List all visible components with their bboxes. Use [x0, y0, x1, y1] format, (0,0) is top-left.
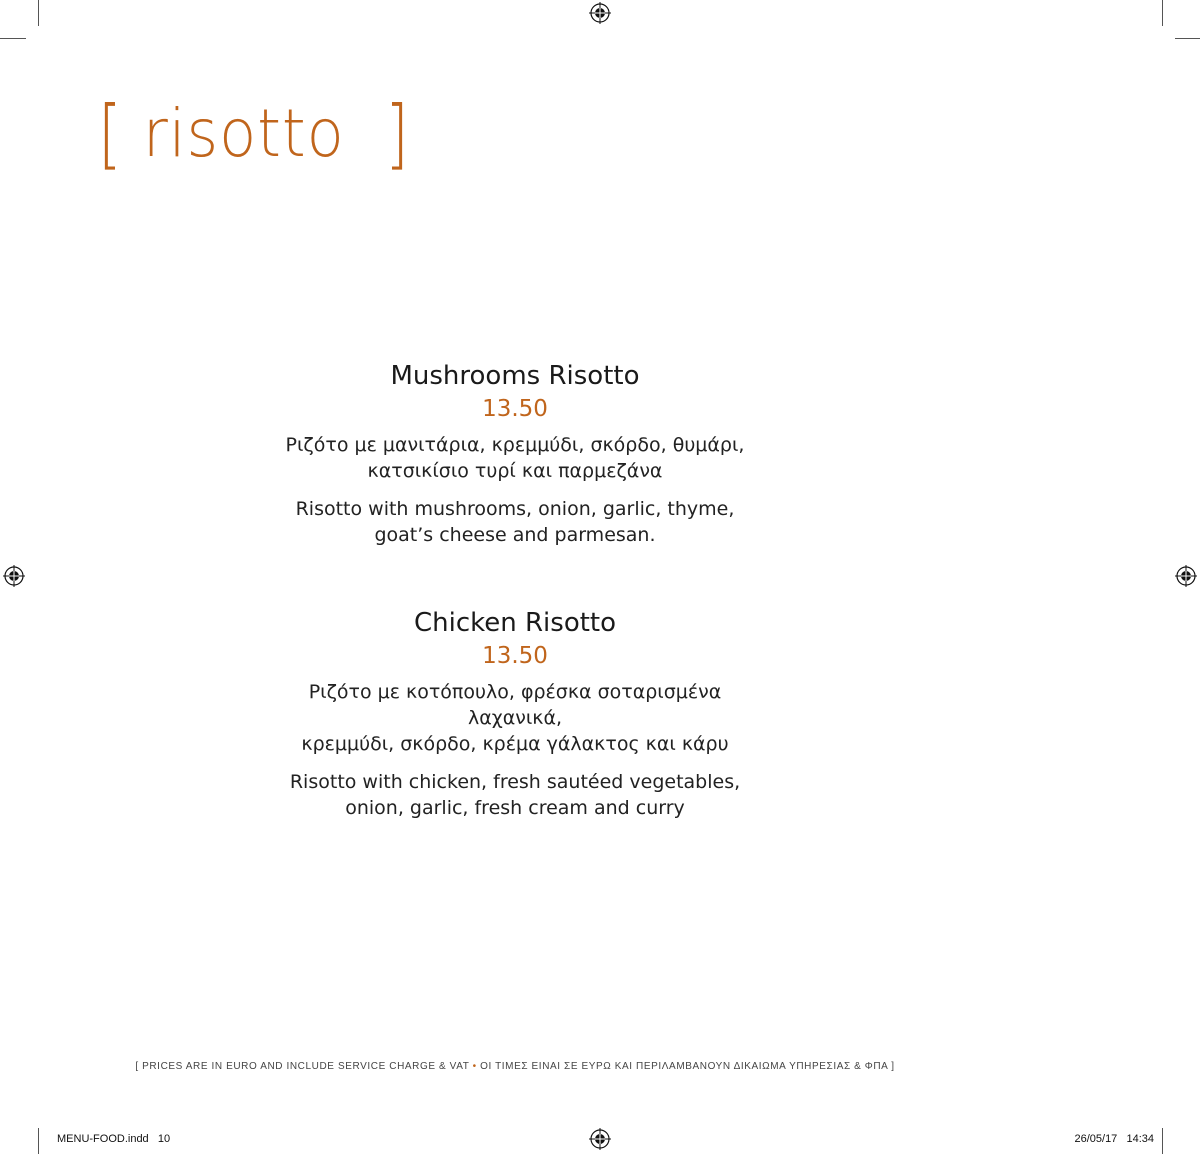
registration-mark-icon: [589, 2, 611, 24]
crop-mark-right-top: [1175, 38, 1200, 39]
crop-mark-top-left: [38, 0, 39, 26]
registration-mark-icon: [3, 565, 25, 587]
dish-name: Chicken Risotto: [413, 608, 617, 638]
print-slug-date: 26/05/17 14:34: [1074, 1133, 1154, 1145]
dish-description-greek-line-2: κατσικίσιο τυρί και παρμεζάνα: [367, 460, 663, 482]
dish-price: 13.50: [482, 396, 548, 422]
title-bracket-close: ]: [385, 89, 410, 178]
crop-mark-top-right: [1162, 0, 1163, 26]
crop-mark-bottom-left: [38, 1128, 39, 1154]
dish-description-greek: [260, 432, 770, 484]
dish-description-english: [260, 496, 770, 548]
section-title: [98, 89, 410, 178]
dish-description-english: [260, 769, 770, 821]
price-note-greek: ΟΙ ΤΙΜΕΣ ΕΙΝΑΙ ΣΕ ΕΥΡΩ ΚΑΙ ΠΕΡΙΛΑΜΒΑΝΟΥΝ ΔΙΚΑΙΩΜΑ ΥΠΗΡΕΣΙΑΣ & ΦΠΑ: [480, 1061, 888, 1072]
dish-description-english-line-2: goat’s cheese and parmesan.: [374, 524, 656, 546]
menu-item-mushrooms-risotto: [260, 360, 770, 560]
registration-mark-icon: [589, 1128, 611, 1150]
price-note-bracket-open: [: [135, 1061, 139, 1072]
dish-description-greek-line-1: Ριζότο με κοτόπουλο, φρέσκα σοταρισμένα λαχανικά,: [308, 681, 722, 729]
title-bracket-open: [: [98, 89, 123, 178]
dish-description-english-line-1: Risotto with chicken, fresh sautéed vegetables,: [289, 771, 741, 793]
dish-description-greek-line-2: κρεμμύδι, σκόρδο, κρέμα γάλακτος και κάρυ: [301, 733, 729, 755]
crop-mark-bottom-right: [1162, 1128, 1163, 1154]
dish-name: Mushrooms Risotto: [390, 361, 640, 391]
dish-description-greek: [260, 679, 770, 757]
price-note: [0, 1061, 1030, 1072]
registration-mark-icon: [1175, 565, 1197, 587]
section-title-text: risotto: [142, 95, 345, 172]
price-note-english: PRICES ARE IN EURO AND INCLUDE SERVICE CHARGE & VAT: [142, 1061, 470, 1072]
crop-mark-left-top: [0, 38, 26, 39]
print-slug-file: MENU-FOOD.indd 10: [57, 1133, 171, 1145]
dish-description-english-line-1: Risotto with mushrooms, onion, garlic, thyme,: [295, 498, 735, 520]
price-note-separator: •: [472, 1061, 477, 1072]
dish-price: 13.50: [482, 643, 548, 669]
menu-item-chicken-risotto: [260, 607, 770, 833]
price-note-bracket-close: ]: [891, 1061, 895, 1072]
dish-description-greek-line-1: Ριζότο με μανιτάρια, κρεμμύδι, σκόρδο, θυμάρι,: [285, 434, 745, 456]
dish-description-english-line-2: onion, garlic, fresh cream and curry: [345, 797, 685, 819]
